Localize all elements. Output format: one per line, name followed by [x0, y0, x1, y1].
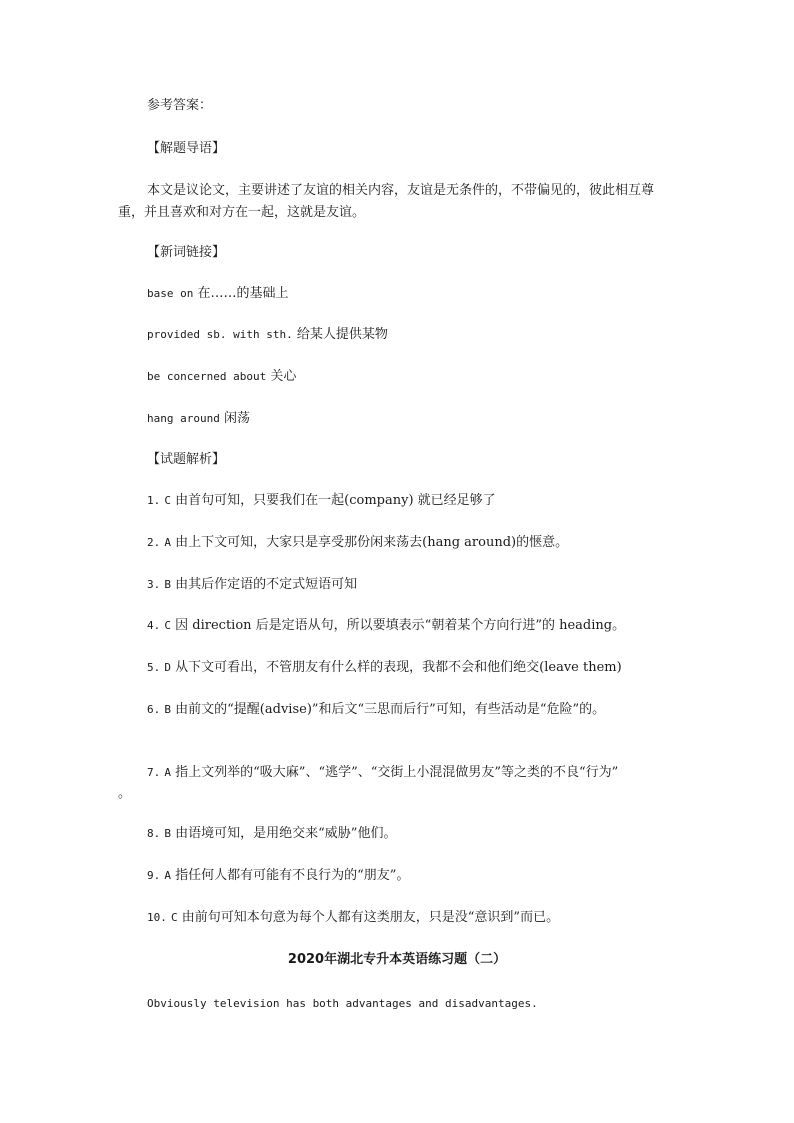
guide-paragraph: 本文是议论文，主要讲述了友谊的相关内容，友谊是无条件的，不带偏见的，彼此相互尊重，并且喜欢和对方在一起，这就是友谊。 — [118, 183, 655, 220]
answer-explanation: 由其后作定语的不定式短语可知 — [175, 577, 358, 592]
answer-number: 10. — [147, 911, 167, 924]
answer-explanation: 由前文的“提醒(advise)”和后文“三思而后行”可知，有些活动是“危险”的。 — [175, 702, 606, 717]
answer-item — [147, 764, 618, 782]
answer-explanation: 指任何人都有可能有不良行为的“朋友”。 — [175, 868, 410, 883]
vocab-chinese: 在……的基础上 — [197, 286, 289, 301]
answer-number: 7. — [147, 766, 161, 779]
vocab-item — [147, 368, 296, 386]
answer-number: 3. — [147, 578, 161, 591]
answer-number: 8. — [147, 827, 161, 840]
section-analysis-heading: 【试题解析】 — [147, 452, 226, 467]
section-vocab-heading: 【新词链接】 — [147, 245, 226, 260]
vocab-english: be concerned about — [147, 370, 267, 383]
answer-number: 9. — [147, 869, 161, 882]
vocab-chinese: 闲荡 — [224, 411, 251, 426]
answer-item — [147, 659, 622, 677]
exercise-title: 2020年湖北专升本英语练习题（二） — [287, 952, 507, 967]
vocab-item — [147, 410, 250, 428]
answer-option: D — [164, 661, 172, 674]
answer-explanation: 因 direction 后是定语从句，所以要填表示“朝着某个方向行进”的 heading。 — [175, 618, 626, 633]
exercise-first-line: Obviously television has both advantages and disadvantages. — [147, 997, 538, 1010]
answer-item — [147, 825, 396, 843]
answer-option: B — [164, 827, 172, 840]
answer-option: A — [164, 536, 172, 549]
answer-explanation: 从下文可看出，不管朋友有什么样的表现，我都不会和他们绝交(leave them) — [175, 660, 622, 675]
answer-item — [147, 909, 559, 927]
answer-option: C — [164, 494, 172, 507]
vocab-english: provided sb. with sth. — [147, 328, 293, 341]
vocab-english: hang around — [147, 412, 220, 425]
vocab-item — [147, 285, 289, 303]
vocab-chinese: 给某人提供某物 — [296, 327, 388, 342]
answer-number: 6. — [147, 703, 161, 716]
answer-explanation: 由上下文可知，大家只是享受那份闲来荡去(hang around)的惬意。 — [175, 535, 569, 550]
answer-item — [147, 492, 496, 510]
vocab-english: base on — [147, 287, 194, 300]
answer-explanation: 指上文列举的“吸大麻”、“逃学”、“交街上小混混做男友”等之类的不良“行为” — [175, 765, 619, 780]
answer-item — [147, 576, 357, 594]
answer-option: C — [171, 911, 178, 924]
answer-option: A — [164, 766, 172, 779]
vocab-chinese: 关心 — [270, 369, 297, 384]
answer-7-tail: 。 — [118, 786, 132, 801]
answer-option: A — [164, 869, 172, 882]
answer-item — [147, 701, 605, 719]
answer-option: C — [164, 619, 172, 632]
answer-label: 参考答案： — [147, 98, 213, 113]
answer-item — [147, 867, 409, 885]
answer-number: 1. — [147, 494, 161, 507]
section-guide-heading: 【解题导语】 — [147, 141, 226, 156]
answer-explanation: 由首句可知，只要我们在一起(company) 就已经足够了 — [175, 493, 496, 508]
answer-option: B — [164, 703, 172, 716]
answer-number: 4. — [147, 619, 161, 632]
answer-explanation: 由语境可知，是用绝交来“威胁”他们。 — [175, 826, 397, 841]
answer-option: B — [164, 578, 172, 591]
answer-number: 2. — [147, 536, 161, 549]
vocab-item — [147, 326, 388, 344]
answer-number: 5. — [147, 661, 161, 674]
answer-explanation: 由前句可知本句意为每个人都有这类朋友，只是没“意识到”而已。 — [181, 910, 560, 925]
answer-item — [147, 534, 568, 552]
answer-item — [147, 617, 625, 635]
